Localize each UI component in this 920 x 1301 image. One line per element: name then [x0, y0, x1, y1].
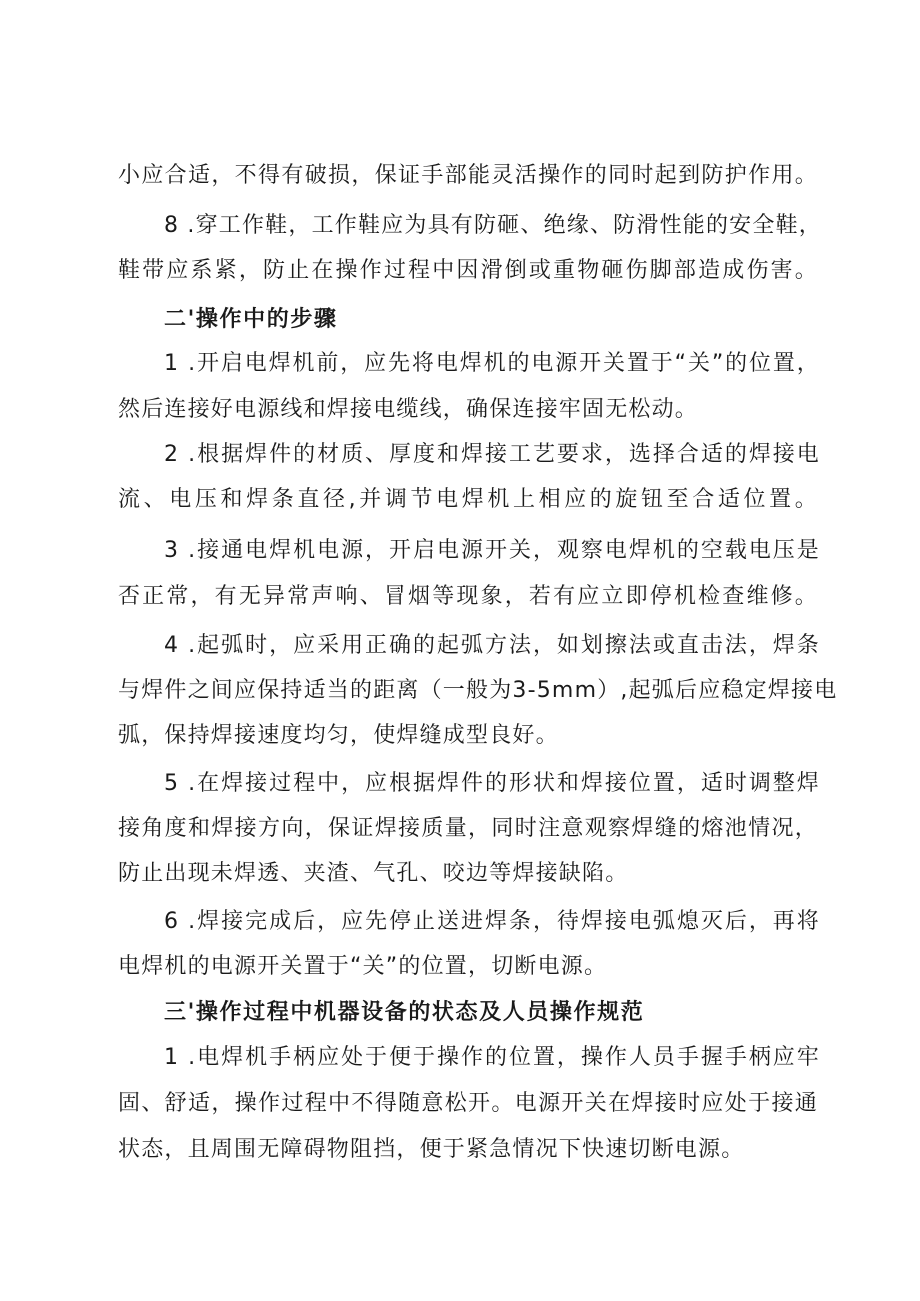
paragraph-line: 然后连接好电源线和焊接电缆线，确保连接牢固无松动。: [118, 397, 699, 422]
paragraph-line: 流、电压和焊条直径,并调节电焊机上相应的旋钮至合适位置。: [118, 487, 818, 512]
paragraph-line: 1 .开启电焊机前，应先将电焊机的电源开关置于“关”的位置，: [164, 351, 820, 376]
paragraph-line: 与焊件之间应保持适当的距离（一般为3-5mm）,起弧后应稳定焊接电: [118, 678, 838, 703]
paragraph-line: 8 .穿工作鞋，工作鞋应为具有防砸、绝缘、防滑性能的安全鞋，: [164, 213, 822, 238]
paragraph-line: 2 .根据焊件的材质、厚度和焊接工艺要求，选择合适的焊接电: [164, 442, 820, 467]
paragraph-line: 3 .接通电焊机电源，开启电源开关，观察电焊机的空载电压是: [164, 538, 820, 563]
paragraph-line: 防止出现未焊透、夹渣、气孔、咬边等焊接缺陷。: [118, 861, 629, 886]
paragraph-line: 固、舒适，操作过程中不得随意松开。电源开关在焊接时应处于接通: [118, 1091, 818, 1116]
paragraph-line: 小应合适，不得有破损，保证手部能灵活操作的同时起到防护作用。: [118, 163, 818, 188]
paragraph-line: 6 .焊接完成后，应先停止送进焊条，待焊接电弧熄灭后，再将: [164, 909, 820, 934]
paragraph-line: 4 .起弧时，应采用正确的起弧方法，如划擦法或直击法，焊条: [164, 633, 820, 658]
paragraph-line: 否正常，有无异常声响、冒烟等现象，若有应立即停机检查维修。: [118, 584, 818, 609]
paragraph-line: 接角度和焊接方向，保证焊接质量，同时注意观察焊缝的熔池情况，: [118, 816, 818, 841]
section-heading: 三'操作过程中机器设备的状态及人员操作规范: [164, 1000, 645, 1025]
paragraph-line: 5 .在焊接过程中，应根据焊件的形状和焊接位置，适时调整焊: [164, 771, 820, 796]
paragraph-line: 鞋带应系紧，防止在操作过程中因滑倒或重物砸伤脚部造成伤害。: [118, 258, 818, 283]
paragraph-line: 弧，保持焊接速度均匀，使焊缝成型良好。: [118, 723, 559, 748]
section-heading: 二'操作中的步骤: [164, 307, 338, 332]
paragraph-line: 1 .电焊机手柄应处于便于操作的位置，操作人员手握手柄应牢: [164, 1045, 820, 1070]
paragraph-line: 状态，且周围无障碍物阻挡，便于紧急情况下快速切断电源。: [118, 1137, 745, 1162]
paragraph-line: 电焊机的电源开关置于“关”的位置，切断电源。: [118, 954, 608, 979]
